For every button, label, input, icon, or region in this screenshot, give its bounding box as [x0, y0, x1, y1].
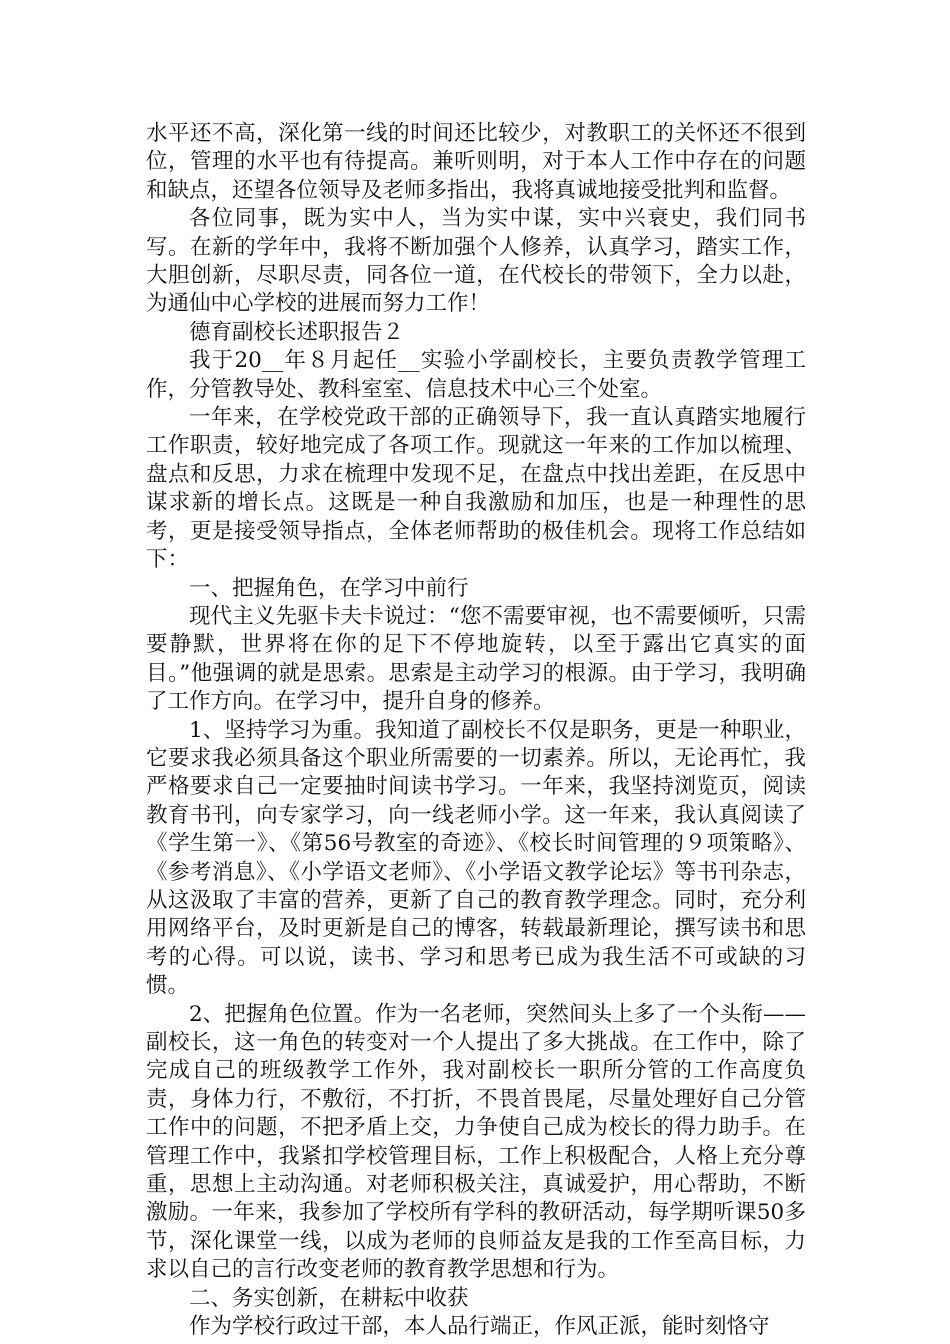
paragraph-8: 作为学校行政过干部，本人品行端正，作风正派，能时刻恪守 — [189, 1314, 770, 1340]
section-heading-2: 二、务实创新，在耕耘中收获 — [189, 1285, 469, 1311]
paragraph-3: 我于20__年８月起任__实验小学副校长，主要负责教学管理工作，分管教导处、教科室室、信息技术中心三个处室。 — [146, 348, 806, 402]
paragraph-2: 各位同事，既为实中人，当为实中谋，实中兴衰史，我们同书写。在新的学年中，我将不断加强个人修养，认真学习，踏实工作，大胆创新，尽职尽责，同各位一道，在代校长的带领下，全力以赴，为通仙中心学校的进展而努力工作！ — [146, 206, 806, 317]
paragraph-6: 1、坚持学习为重。我知道了副校长不仅是职务，更是一种职业，它要求我必须具备这个职业所需要的一切素养。所以，无论再忙，我严格要求自己一定要抽时间读书学习。一年来，我坚持浏览页，阅读教育书刊，向专家学习，向一线老师小学。这一年来，我认真阅读了《学生第一》、《第56号教室的奇迹》、《校长时间管理的９项策略》、《参考消息》、《小学语文老师》、《小学语文教学论坛》等书刊杂志，从这汲取了丰富的营养，更新了自己的教育教学理念。同时，充分利用网络平台，及时更新是自己的博客，转载最新理论，撰写读书和思考的心得。可以说，读书、学习和思考已成为我生活不可或缺的习惯。 — [146, 717, 806, 999]
section-heading-1: 一、把握角色，在学习中前行 — [189, 575, 469, 601]
paragraph-7: 2、把握角色位置。作为一名老师，突然间头上多了一个头衔——副校长，这一角色的转变对一个人提出了多大挑战。在工作中，除了完成自己的班级教学工作外，我对副校长一职所分管的工作高度负责，身体力行，不敷衍，不打折，不畏首畏尾，尽量处理好自己分管工作中的问题，不把矛盾上交，力争使自己成为校长的得力助手。在管理工作中，我紧扣学校管理目标，工作上积极配合，人格上充分尊重，思想上主动沟通。对老师积极关注，真诚爱护，用心帮助，不断激励。一年来，我参加了学校所有学科的教研活动，每学期听课50多节，深化课堂一线，以成为老师的良师益友是我的工作至高目标，力求以自己的言行改变老师的教育教学思想和行为。 — [146, 1001, 806, 1283]
paragraph-1: 水平还不高，深化第一线的时间还比较少，对教职工的关怀还不很到位，管理的水平也有待提高。兼听则明，对于本人工作中存在的问题和缺点，还望各位领导及老师多指出，我将真诚地接受批判和监督。 — [146, 121, 806, 203]
paragraph-4: 一年来，在学校党政干部的正确领导下，我一直认真踏实地履行工作职责，较好地完成了各项工作。现就这一年来的工作加以梳理、盘点和反思，力求在梳理中发现不足，在盘点中找出差距，在反思中谋求新的增长点。这既是一种自我激励和加压，也是一种理性的思考，更是接受领导指点，全体老师帮助的极佳机会。现将工作总结如下： — [146, 405, 806, 573]
report-title: 德育副校长述职报告２ — [189, 319, 405, 345]
paragraph-5: 现代主义先驱卡夫卡说过：“您不需要审视，也不需要倾听，只需要静默，世界将在你的足下不停地旋转，以至于露出它真实的面目。”他强调的就是思索。思索是主动学习的根源。由于学习，我明确了工作方向。在学习中，提升自身的修养。 — [146, 603, 806, 715]
document-body — [146, 120, 806, 1341]
